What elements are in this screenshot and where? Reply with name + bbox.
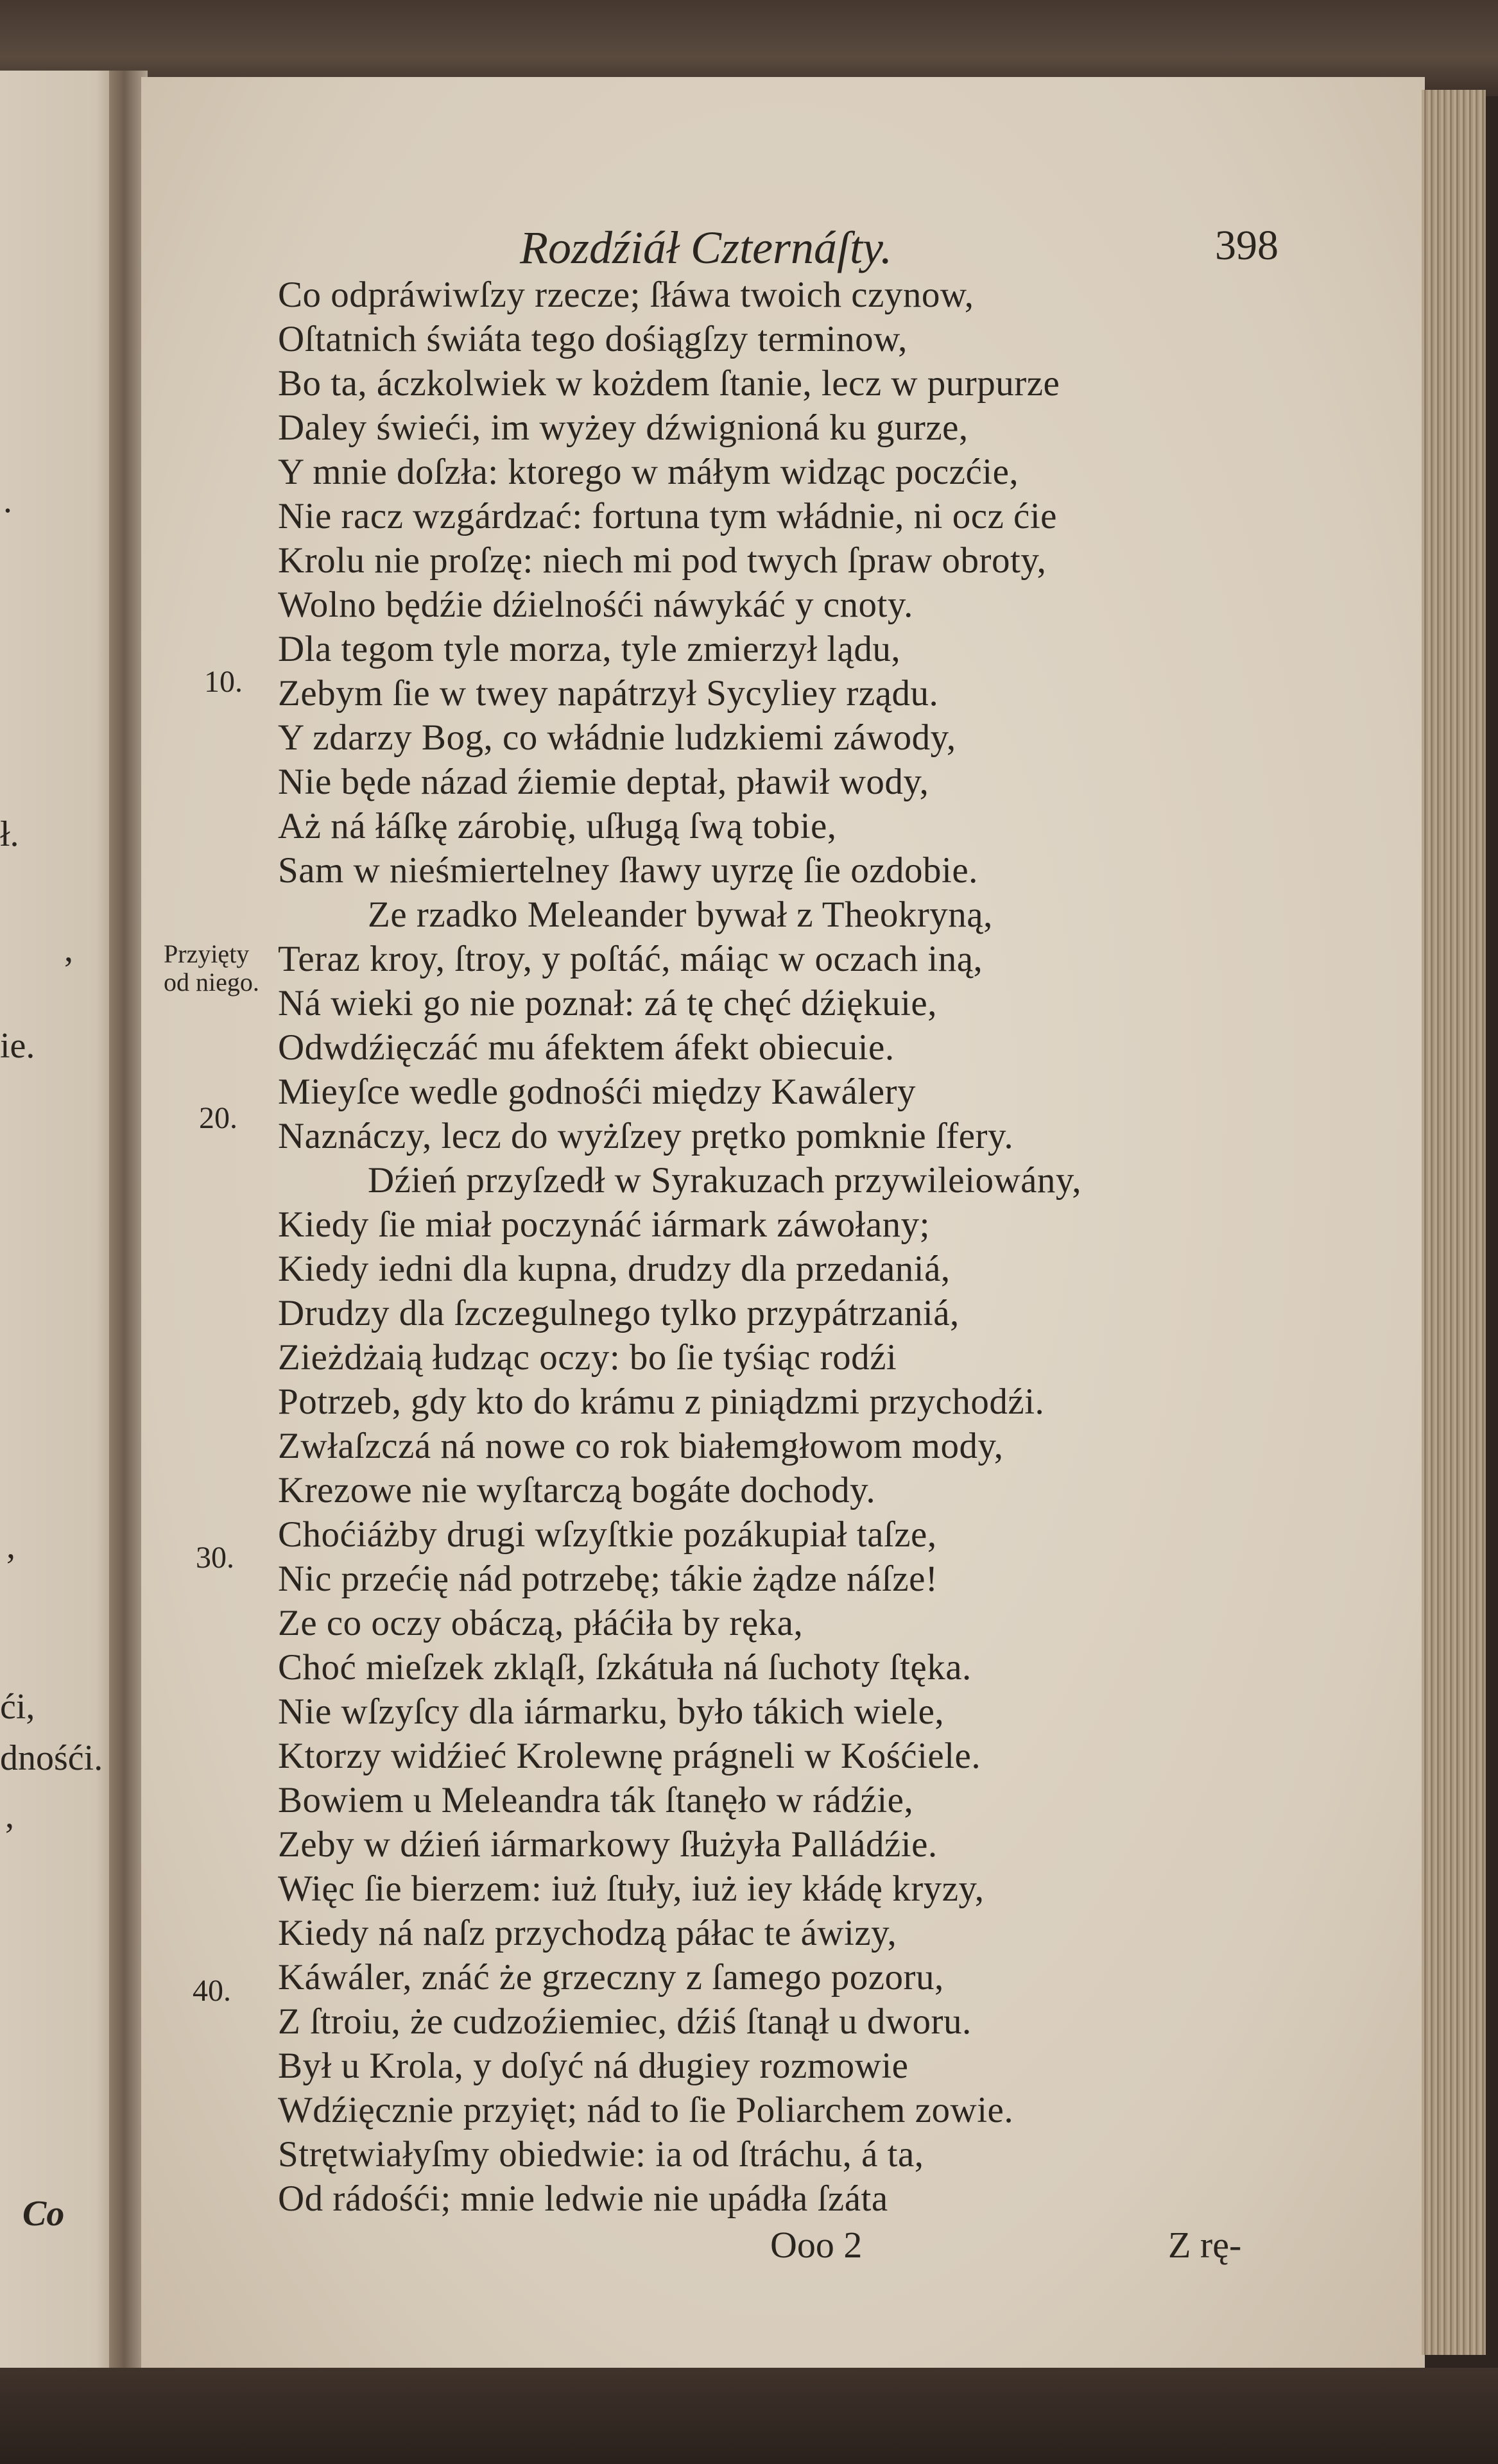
left-fragment: dnośći. [0, 1738, 103, 1778]
signature-mark: Ooo 2 [770, 2224, 863, 2266]
left-fragment: ie. [0, 1026, 35, 1066]
left-fragment: , [64, 930, 73, 970]
verse-line: Y zdarzy Bog, co włádnie ludzkiemi záwody, [278, 717, 956, 758]
verse-line: Krezowe nie wyſtarczą bogáte dochody. [278, 1470, 876, 1510]
verse-line: Więc ſie bierzem: iuż ſtuły, iuż iey kłádę kryzy, [278, 1869, 985, 1909]
margin-note-line: od niego. [164, 968, 259, 997]
verse-line: Nie racz wzgárdzać: fortuna tym włádnie, ni ocz ćie [278, 496, 1057, 536]
verse-line: Ze co oczy obáczą, płáćiła by ręka, [278, 1603, 804, 1643]
verse-line: Aż ná łáſkę zárobię, uſługą ſwą tobie, [278, 806, 837, 846]
verse-line: Od rádośći; mnie ledwie nie upádła ſzáta [278, 2178, 888, 2219]
verse-line: Choć mieſzek zkląſł, ſzkátuła ná ſuchoty ſtęka. [278, 1647, 972, 1688]
verse-line: Ze rzadko Meleander bywał z Theokryną, [368, 894, 993, 935]
verse-line: Kiedy ſie miał poczynáć iármark záwołany; [278, 1204, 930, 1245]
left-fragment: . [3, 481, 12, 520]
verse-line: Teraz kroy, ſtroy, y poſtáć, máiąc w oczach iną, [278, 939, 983, 979]
verse-line: Z ſtroiu, że cudzoźiemiec, dźiś ſtanął u dworu. [278, 2001, 972, 2042]
page-number: 398 [1215, 222, 1278, 269]
verse-line: Dźień przyſzedł w Syrakuzach przywileiowány, [368, 1160, 1081, 1201]
verse-line: Nie wſzyſcy dla iármarku, było tákich wiele, [278, 1691, 945, 1732]
verse-line: Oſtatnich świáta tego dośiągſzy terminow, [278, 319, 908, 359]
verse-line: Krolu nie proſzę: niech mi pod twych ſpraw obroty, [278, 540, 1047, 581]
book-cover-bottom [0, 2368, 1498, 2464]
verse-line: Wolno będźie dźielnośći náwykáć y cnoty. [278, 585, 913, 625]
verse-line: Naznáczy, lecz do wyżſzey prętko pomknie ſfery. [278, 1116, 1014, 1156]
verse-line: Nic przećię nád potrzebę; tákie żądze náſze! [278, 1559, 938, 1599]
verse-line: Ná wieki go nie poznał: zá tę chęć dźiękuie, [278, 983, 937, 1023]
line-number: 10. [204, 665, 243, 699]
verse-line: Y mnie doſzła: ktorego w máłym widząc poczćie, [278, 452, 1019, 492]
verse-line: Strętwiałyſmy obiedwie: ia od ſtráchu, á ta, [278, 2134, 924, 2175]
margin-note-line: Przyięty [164, 939, 250, 968]
verse-line: Kiedy ná naſz przychodzą páłac te áwizy, [278, 1913, 897, 1953]
line-number: 30. [196, 1541, 234, 1575]
line-number: 20. [199, 1101, 237, 1135]
verse-line: Wdźięcznie przyięt; nád to ſie Poliarchem zowie. [278, 2090, 1014, 2130]
verse-line: Sam w nieśmiertelney ſławy uyrzę ſie ozdobie. [278, 850, 978, 891]
page-edges [1422, 90, 1486, 2355]
margin-note [164, 940, 259, 997]
verse-line: Zieżdżaią łudząc oczy: bo ſie tyśiąc rodźi [278, 1337, 897, 1378]
verse-line: Dla tegom tyle morza, tyle zmierzył lądu, [278, 629, 901, 669]
verse-line: Kiedy iedni dla kupna, drudzy dla przedaniá, [278, 1249, 951, 1289]
left-fragment: ł. [0, 814, 19, 854]
verse-line: Drudzy dla ſzczegulnego tylko przypátrzaniá, [278, 1293, 960, 1333]
verse-line: Potrzeb, gdy kto do krámu z piniądzmi przychodźi. [278, 1382, 1045, 1422]
verse-line: Zwłaſzczá ná nowe co rok białemgłowom mody, [278, 1426, 1004, 1466]
verse-line: Káwáler, znáć że grzeczny z ſamego pozoru, [278, 1957, 944, 1998]
verse-line: Zebym ſie w twey napátrzył Sycyliey rządu. [278, 673, 939, 714]
verse-line: Bowiem u Meleandra ták ſtanęło w rádźie, [278, 1780, 914, 1820]
verse-line: Był u Krola, y doſyć ná długiey rozmowie [278, 2046, 909, 2086]
verse-line: Mieyſce wedle godnośći między Kawálery [278, 1072, 916, 1112]
left-catchword: Co [22, 2194, 65, 2234]
left-fragment: , [6, 1527, 15, 1566]
left-fragment: ći, [0, 1687, 35, 1727]
chapter-header: Rozdźiáł Czternáſty. [520, 222, 893, 273]
verse-line: Co odpráwiwſzy rzecze; ſłáwa twoich czynow, [278, 275, 974, 315]
verse-line: Odwdźięczáć mu áfektem áfekt obiecuie. [278, 1027, 895, 1068]
verse-line: Daley świeći, im wyżey dźwignioná ku gurze, [278, 407, 969, 448]
catchword: Z rę- [1168, 2224, 1242, 2266]
verse-line: Bo ta, áczkolwiek w kożdem ſtanie, lecz w purpurze [278, 363, 1060, 404]
left-fragment: , [5, 1796, 14, 1836]
verse-line: Ktorzy widźieć Krolewnę prágneli w Kośćiele. [278, 1736, 981, 1776]
verse-line: Nie będe názad źiemie deptał, pławił wody, [278, 762, 929, 802]
verse-line: Zeby w dźień iármarkowy ſłużyła Palládźie. [278, 1824, 938, 1865]
verse-line: Choćiáżby drugi wſzyſtkie pozákupiał taſze, [278, 1514, 937, 1555]
line-number: 40. [193, 1974, 231, 2008]
